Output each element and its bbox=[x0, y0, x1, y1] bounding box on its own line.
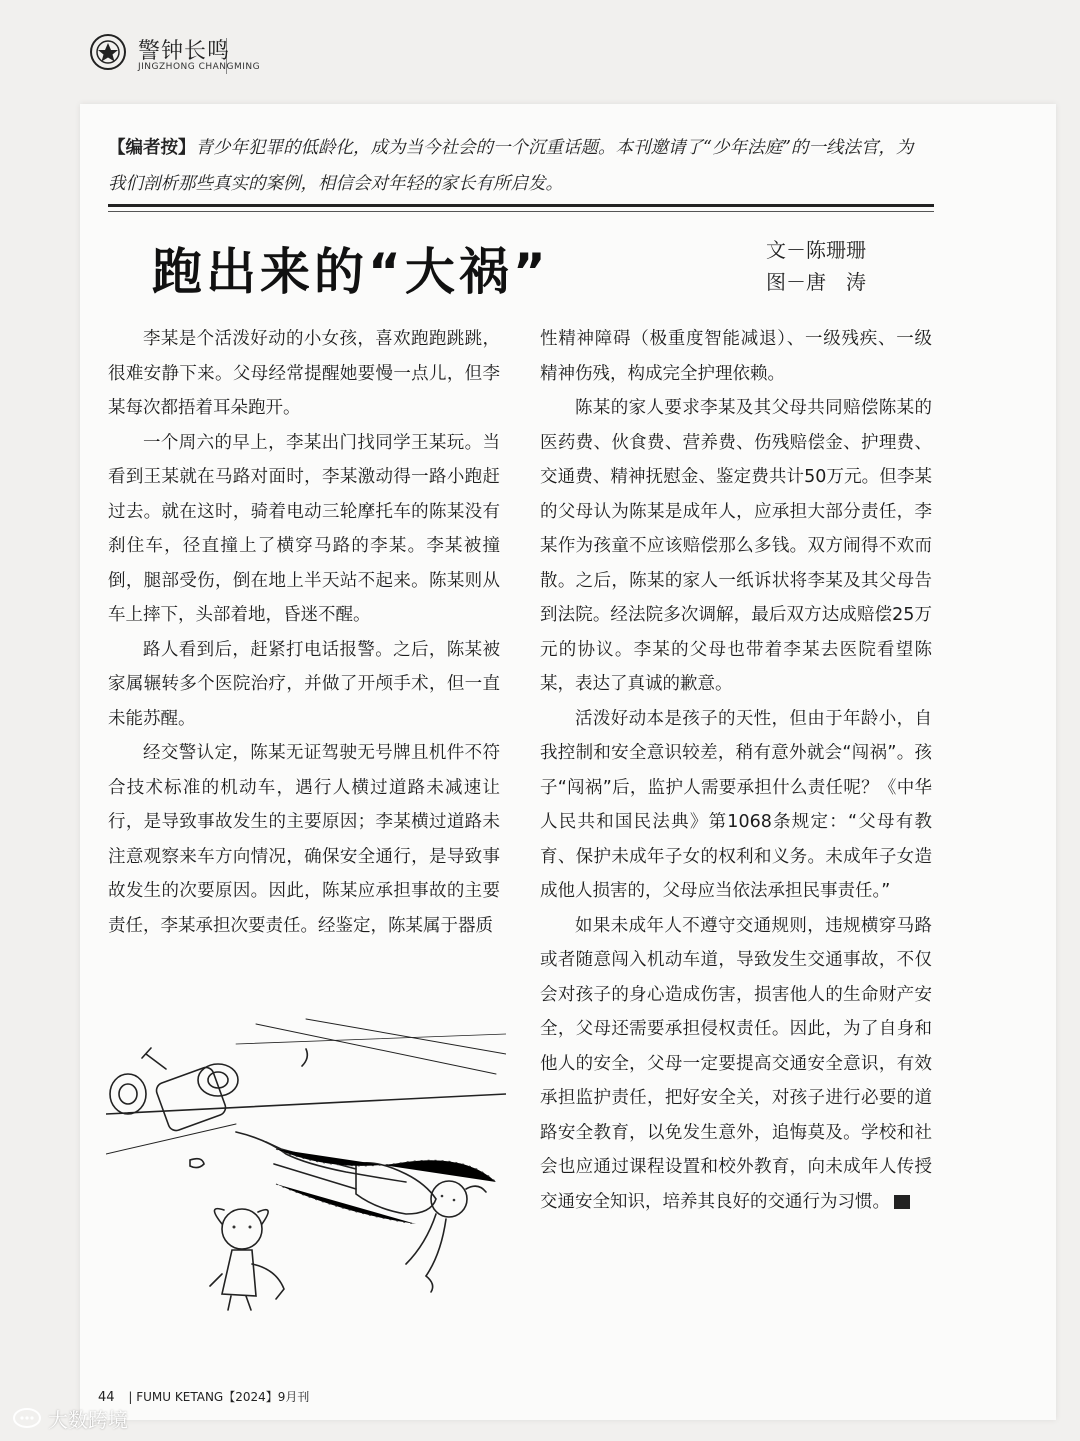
magazine-issue: FUMU KETANG【2024】9月刊 bbox=[136, 1390, 310, 1404]
paragraph bbox=[540, 909, 932, 1220]
paragraph: 陈某的家人要求李某及其父母共同赔偿陈某的医药费、伙食费、营养费、伤残赔偿金、护理费、交通费、精神抚慰金、鉴定费共计50万元。但李某的父母认为陈某是成年人，应承担大部分责任，李某作为孩童不应该赔偿那么多钱。双方闹得不欢而散。之后，陈某的家人一纸诉状将李某及其父母告到法院。经法院多次调解，最后双方达成赔偿25万元的协议。李某的父母也带着李某去医院看望陈某，表达了真诚的歉意。 bbox=[540, 398, 932, 694]
byline-author: 文－陈珊珊 bbox=[766, 238, 866, 262]
paragraph: 李某是个活泼好动的小女孩，喜欢跑跑跳跳，很难安静下来。父母经常提醒她要慢一点儿，但李某每次都捂着耳朵跑开。 bbox=[108, 329, 500, 418]
watermark bbox=[12, 1404, 128, 1433]
editor-note-text: 青少年犯罪的低龄化，成为当今社会的一个沉重话题。本刊邀请了“少年法庭”的一线法官，为我们剖析那些真实的案例，相信会对年轻的家长有所启发。 bbox=[108, 138, 914, 194]
chat-bubble-logo-icon bbox=[12, 1408, 42, 1430]
paragraph: 经交警认定，陈某无证驾驶无号牌且机件不符合技术标准的机动车，遇行人横过道路未减速让行，是导致事故发生的主要原因；李某横过道路未注意观察来车方向情况，确保安全通行，是导致事故发生的次要原因。因此，陈某应承担事故的主要责任，李某承担次要责任。经鉴定，陈某属于器质 bbox=[108, 743, 500, 936]
section-header bbox=[88, 28, 308, 76]
paragraph-text: 如果未成年人不遵守交通规则，违规横穿马路或者随意闯入机动车道，导致发生交通事故，不仅会对孩子的身心造成伤害，损害他人的生命财产安全，父母还需要承担侵权责任。因此，为了自身和他人的安全，父母一定要提高交通安全意识，有效承担监护责任，把好安全关，对孩子进行必要的道路安全教育，以免发生意外，追悔莫及。学校和社会也应通过课程设置和校外教育，向未成年人传授交通安全知识，培养其良好的交通行为习惯。 bbox=[540, 915, 932, 1212]
paragraph: 活泼好动本是孩子的天性，但由于年龄小，自我控制和安全意识较差，稍有意外就会“闯祸”。孩子“闯祸”后，监护人需要承担什么责任呢？《中华人民共和国民法典》第1068条规定：“父母有教育、保护未成年子女的权利和义务。未成年子女造成他人损害的，父母应当依法承担民事责任。” bbox=[540, 708, 932, 901]
police-badge-icon bbox=[88, 32, 128, 72]
paragraph-continuation: 性精神障碍（极重度智能减退）、一级残疾、一级精神伤残，构成完全护理依赖。 bbox=[540, 329, 932, 384]
paragraph: 一个周六的早上，李某出门找同学王某玩。当看到王某就在马路对面时，李某激动得一路小跑赶过去。就在这时，骑着电动三轮摩托车的陈某没有刹住车，径直撞上了横穿马路的李某。李某被撞倒，腿部受伤，倒在地上半天站不起来。陈某则从车上摔下，头部着地，昏迷不醒。 bbox=[108, 432, 500, 625]
page-footer bbox=[98, 1388, 309, 1405]
section-subtitle: JINGZHONG CHANGMING bbox=[138, 62, 261, 72]
title-divider bbox=[108, 204, 934, 212]
byline bbox=[766, 234, 866, 298]
byline-illustrator: 图－唐 涛 bbox=[766, 270, 866, 294]
accident-illustration bbox=[106, 1014, 506, 1314]
article-column-right bbox=[540, 322, 932, 1219]
article-column-left bbox=[108, 322, 500, 943]
section-title: 警钟长鸣 bbox=[138, 39, 231, 64]
editor-note-label: 【编者按】 bbox=[108, 138, 196, 158]
end-mark-icon bbox=[894, 1195, 910, 1209]
watermark-text: 大数跨境 bbox=[48, 1408, 128, 1432]
footer-divider: | bbox=[128, 1390, 133, 1404]
page-number: 44 bbox=[98, 1390, 115, 1405]
article-title: 跑出来的“大祸” bbox=[152, 243, 550, 301]
paragraph: 路人看到后，赶紧打电话报警。之后，陈某被家属辗转多个医院治疗，并做了开颅手术，但一直未能苏醒。 bbox=[108, 639, 500, 729]
editor-note bbox=[108, 130, 928, 202]
